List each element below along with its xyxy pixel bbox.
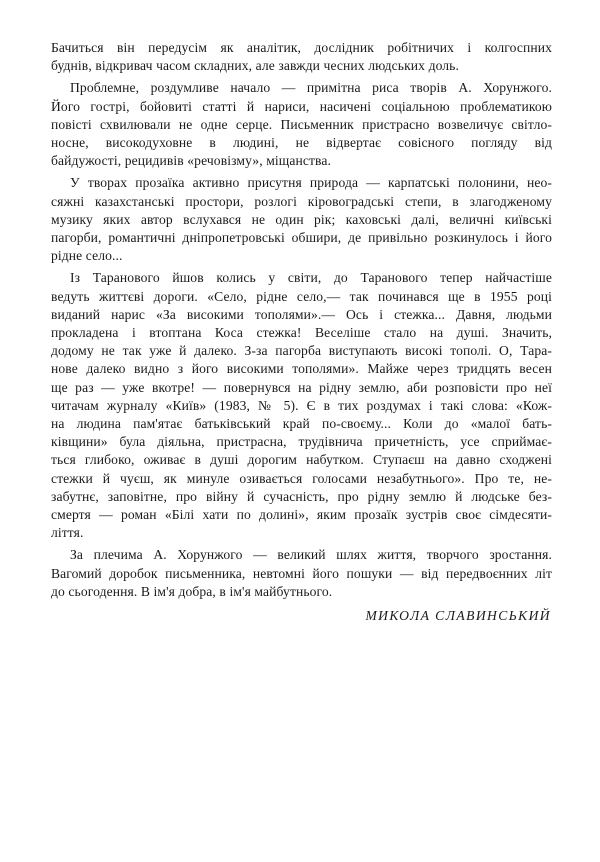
text-line: байдужості, рецидивів «речовізму», міщанства.	[51, 153, 332, 169]
text-line: Вагомий доробок письменника, невтомні його пошуки — від передвоєнних літ	[51, 565, 552, 581]
text-line: нове далеко видно з його високими тополями». Майже через тридцять весен	[51, 361, 552, 377]
text-line: Його гострі, бойовиті статті й нариси, насичені соціальною проблематикою	[51, 98, 552, 114]
document-page	[51, 39, 552, 625]
text-line: до сьогодення. В ім'я добра, в ім'я майбутнього.	[51, 583, 333, 599]
paragraph-5	[51, 546, 552, 601]
text-line: ківщини» була діяльна, пристрасна, трудівнича причетність, усе сприймає-	[51, 434, 552, 450]
paragraph-1	[51, 39, 552, 75]
text-line: на людина пам'ятає батьківський край по-своєму... Коли до «малої бать-	[51, 416, 552, 432]
text-line: повісті схвилювали не одне серце. Письменник пристрасно возвеличує світло-	[51, 116, 552, 132]
text-line: ліття.	[51, 525, 84, 541]
text-line: пагорби, романтичні дніпропетровські обшири, де привільно розкинулось і його	[51, 230, 552, 246]
text-line: рідне село...	[51, 248, 123, 264]
text-line: Проблемне, роздумливе начало — примітна риса творів А. Хорунжого.	[70, 80, 552, 96]
text-line: ведуть життєві дороги. «Село, рідне село,— так починався ще в 1955 році	[51, 288, 552, 304]
text-line: стежки й чуєш, як минуле озивається голосами незабутнього». Про те, не-	[51, 470, 552, 486]
text-line: забутнє, заповітне, про війну й сучасність, про рідну землю й людське без-	[51, 488, 552, 504]
text-line: виданий нарис «За високими тополями».— Ось і стежка... Давня, людьми	[51, 306, 552, 322]
text-line: Із Таранового йшов колись у світи, до Таранового тепер найчастіше	[70, 270, 552, 286]
text-line: У творах прозаїка активно присутня природа — карпатські полонини, нео-	[70, 175, 552, 191]
text-line: читачам журналу «Київ» (1983, № 5). Є в тих роздумах і такі слова: «Кож-	[51, 397, 552, 413]
text-line: Бачиться він передусім як аналітик, дослідник робітничих і колгоспних	[51, 40, 552, 55]
text-line: музику яких автор вслухався не один рік; каховські далі, величні київські	[51, 211, 552, 227]
text-line: За плечима А. Хорунжого — великий шлях життя, творчого зростання.	[70, 547, 552, 563]
text-line: додому не так уже й далеко. З-за пагорба виступають високі тополі. О, Тара-	[51, 343, 552, 359]
text-line: смертя — роман «Білі хати по долині», яким прозаїк зустрів своє сімдесяти-	[51, 507, 552, 523]
text-line: ться глибоко, оживає в душі дорогим набутком. Ступаєш на давно сходжені	[51, 452, 552, 468]
text-line: носне, високодуховне в людині, не відвертає совісного погляду від	[51, 135, 552, 151]
author-signature: МИКОЛА СЛАВИНСЬКИЙ	[365, 608, 551, 624]
paragraph-3	[51, 174, 552, 265]
paragraph-4	[51, 269, 552, 542]
text-line: буднів, відкривач часом складних, але завжди чесних людських доль.	[51, 58, 459, 74]
paragraph-2	[51, 79, 552, 170]
text-line: сяжні казахстанські простори, розлогі кіровоградські степи, в злагодженому	[51, 193, 552, 209]
text-line: прокладена і втоптана Коса стежка! Веселіше стало на душі. Значить,	[51, 325, 552, 341]
text-line: ще раз — уже вкотре! — повернувся на рідну землю, аби розповісти про неї	[51, 379, 552, 395]
